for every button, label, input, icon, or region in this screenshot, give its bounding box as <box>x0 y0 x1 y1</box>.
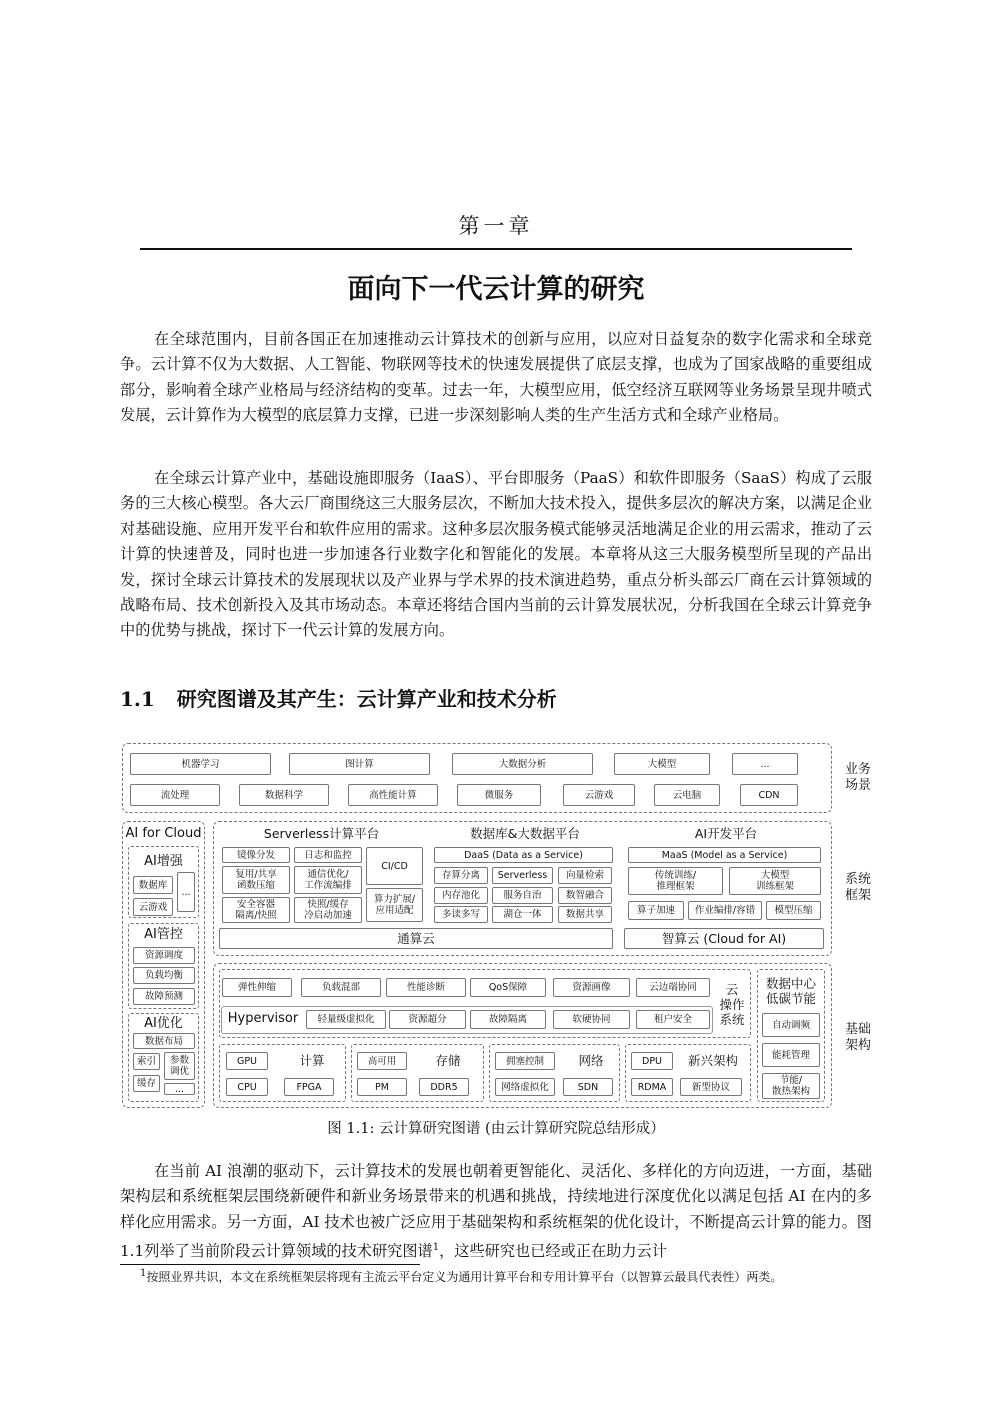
biz-box: 大模型 <box>614 753 710 775</box>
cloud-os-title: 云 操作 系统 <box>719 982 745 1027</box>
dc-box: 节能/ 散热架构 <box>762 1073 820 1099</box>
hypervisor-label: Hypervisor <box>227 1011 299 1026</box>
os-box: QoS保障 <box>470 978 546 997</box>
side-label-system: 系统 框架 <box>844 872 871 903</box>
ai-box: 参数 调优 <box>164 1052 195 1080</box>
ai-box: 数据库 <box>133 876 173 894</box>
hw-box: FPGA <box>284 1078 334 1096</box>
paragraph-3-text: 在当前 AI 浪潮的驱动下，云计算技术的发展也朝着更智能化、灵活化、多样化的方向迈进，一方面，基础架构层和系统框架层围绕新硬件和新业务场景带来的机遇和挑战，持续地进行深度优化以满足包括 AI 在内的多样化应用需求。另一方面，AI 技术也被广泛应用于基础架构和系统框架的优化设计，不断提高云计算的能力。图 1.1列举了当前阶段云计算领域的技术研究图谱 <box>120 1162 872 1261</box>
biz-box: ... <box>732 753 798 775</box>
biz-box: CDN <box>740 784 798 806</box>
chapter-title: 面向下一代云计算的研究 <box>347 274 645 305</box>
os-box: 负载混部 <box>301 978 381 997</box>
dc-box: 能耗管理 <box>762 1043 820 1067</box>
hw-box: 拥塞控制 <box>495 1052 555 1070</box>
database-title: 数据库&大数据平台 <box>470 826 580 841</box>
fw-box: 向量检索 <box>558 867 612 884</box>
ai-box: 故障预测 <box>133 988 195 1005</box>
ai-optimize-title: AI优化 <box>144 1016 183 1031</box>
fw-box: 复用/共享 函数压缩 <box>222 866 290 894</box>
ai-control-title: AI管控 <box>144 927 183 942</box>
os-box: 故障隔离 <box>470 1010 546 1029</box>
section-title: 研究图谱及其产生：云计算产业和技术分析 <box>176 687 557 711</box>
ai-box: 索引 <box>133 1053 160 1070</box>
fw-box: 模型压缩 <box>766 901 821 920</box>
fw-box: 内存池化 <box>434 887 488 904</box>
daas-box: DaaS (Data as a Service) <box>434 847 613 863</box>
emerging-title: 新兴架构 <box>687 1053 738 1068</box>
fw-box: Serverless <box>492 867 553 884</box>
footnote-mark: 1 <box>140 1268 147 1279</box>
biz-box: 云电脑 <box>654 784 720 806</box>
ai-box: ... <box>164 1083 195 1095</box>
paragraph-2: 在全球云计算产业中，基础设施即服务（IaaS）、平台即服务（PaaS）和软件即服务（SaaS）构成了云服务的三大核心模型。各大云厂商围绕这三大服务层次，不断加大技术投入，提供多层次的解决方案，以满足企业对基础设施、应用开发平台和软件应用的需求。这种多层次服务模式能够灵活地满足企业的用云需求，推动了云计算的快速普及，同时也进一步加速各行业数字化和智能化的发展。本章将从这三大服务模型所呈现的产品出发，探讨全球云计算技术的发展现状以及产业界与学术界的技术演进趋势，重点分析头部云厂商在云计算领域的战略布局、技术创新投入及其市场动态。本章还将结合国内当前的云计算发展状况，分析我国在全球云计算竞争中的优势与挑战，探讨下一代云计算的发展方向。 <box>120 469 872 640</box>
intelligent-cloud-box: 智算云 (Cloud for AI) <box>624 928 824 949</box>
general-cloud-box: 通算云 <box>219 928 613 949</box>
fw-box: 安全容器 隔离/快照 <box>222 897 290 923</box>
fw-box: 算力扩展/ 应用适配 <box>366 888 423 922</box>
fw-box: 算子加速 <box>628 901 684 920</box>
biz-box: 云游戏 <box>563 784 635 806</box>
os-box: 软硬协同 <box>553 1010 630 1029</box>
biz-box: 流处理 <box>130 784 220 806</box>
ai-box: 云游戏 <box>133 898 173 916</box>
dc-title: 数据中心 低碳节能 <box>765 976 816 1006</box>
fw-box: 数智融合 <box>558 887 612 904</box>
compute-title: 计算 <box>299 1053 325 1068</box>
paragraph-3-tail: ，这些研究也已经或正在助力云计 <box>439 1242 667 1261</box>
fw-box: 湖仓一体 <box>492 906 553 923</box>
fw-box: 镜像分发 <box>222 847 290 863</box>
ai-box: 缓存 <box>133 1075 160 1092</box>
side-label-business: 业务 场景 <box>844 762 871 793</box>
figure-caption: 图 1.1: 云计算研究图谱 (由云计算研究院总结形成） <box>327 1121 665 1137</box>
hw-box: DPU <box>631 1052 673 1070</box>
footnote-text: 按照业界共识，本文在系统框架层将现有主流云平台定义为通用计算平台和专用计算平台（以智算云最具代表性）两类。 <box>146 1270 783 1284</box>
storage-title: 存储 <box>435 1053 461 1068</box>
ai-for-cloud-title: AI for Cloud <box>125 826 202 841</box>
fw-box: 存算分离 <box>434 867 488 884</box>
maas-box: MaaS (Model as a Service) <box>628 847 821 863</box>
section-number: 1.1 <box>120 687 155 711</box>
os-box: 资源超分 <box>389 1010 466 1029</box>
chapter-heading: 第一章 <box>458 214 534 238</box>
fw-box: CI/CD <box>366 847 423 885</box>
ai-enhance-title: AI增强 <box>144 854 183 869</box>
ai-box: 数据布局 <box>133 1033 195 1049</box>
ai-dev-title: AI开发平台 <box>694 826 758 841</box>
fw-box: 多读多写 <box>434 906 488 923</box>
os-box: 弹性伸缩 <box>222 978 292 997</box>
footnote-ref: 1 <box>432 1242 440 1254</box>
hw-box: PM <box>357 1078 407 1096</box>
paragraph-1: 在全球范围内，目前各国正在加速推动云计算技术的创新与应用，以应对日益复杂的数字化需求和全球竞争。云计算不仅为大数据、人工智能、物联网等技术的快速发展提供了底层支撑，也成为了国家战略的重要组成部分，影响着全球产业格局与经济结构的变革。过去一年，大模型应用，低空经济互联网等业务场景呈现井喷式发展，云计算作为大模型的底层算力支撑，已进一步深刻影响人类的生产生活方式和全球产业格局。 <box>120 330 872 425</box>
fw-box: 大模型 训练框架 <box>729 867 821 895</box>
os-box: 资源画像 <box>553 978 630 997</box>
biz-box: 数据科学 <box>239 784 329 806</box>
hw-box: 高可用 <box>357 1052 407 1070</box>
hw-box: 新型协议 <box>680 1078 742 1096</box>
biz-box: 微服务 <box>457 784 541 806</box>
hw-box: 网络虚拟化 <box>495 1078 555 1096</box>
side-label-infra: 基础 架构 <box>844 1022 871 1053</box>
biz-box: 机器学习 <box>130 753 271 775</box>
hw-box: RDMA <box>631 1078 673 1096</box>
ai-box: ... <box>177 872 195 912</box>
chapter-rule <box>140 248 852 250</box>
biz-box: 图计算 <box>289 753 430 775</box>
os-box: 租户安全 <box>636 1010 710 1029</box>
footnote-rule <box>120 1264 420 1265</box>
fw-box: 日志和监控 <box>294 847 362 863</box>
hw-box: CPU <box>226 1078 268 1096</box>
ai-box: 资源调度 <box>133 947 195 964</box>
biz-box: 高性能计算 <box>348 784 438 806</box>
ai-box: 负载均衡 <box>133 967 195 984</box>
paragraph-3 <box>120 1159 872 1265</box>
fw-box: 传统训练/ 推理框架 <box>628 867 723 895</box>
os-box: 云边端协同 <box>636 978 710 997</box>
serverless-title: Serverless计算平台 <box>263 826 380 841</box>
hw-box: SDN <box>563 1078 613 1096</box>
fw-box: 数据共享 <box>558 906 612 923</box>
fw-box: 通信优化/ 工作流编排 <box>294 866 362 894</box>
os-box: 轻量级虚拟化 <box>306 1010 386 1029</box>
footnote <box>120 1268 872 1285</box>
fw-box: 服务自治 <box>492 887 553 904</box>
section-heading <box>120 683 557 712</box>
hw-box: GPU <box>226 1052 268 1070</box>
network-title: 网络 <box>578 1053 604 1068</box>
biz-box: 大数据分析 <box>452 753 593 775</box>
os-box: 性能诊断 <box>386 978 466 997</box>
fw-box: 作业编排/容错 <box>688 901 762 920</box>
dc-box: 自动调频 <box>762 1013 820 1037</box>
hw-box: DDR5 <box>419 1078 469 1096</box>
fw-box: 快照/缓存 冷启动加速 <box>294 897 362 923</box>
